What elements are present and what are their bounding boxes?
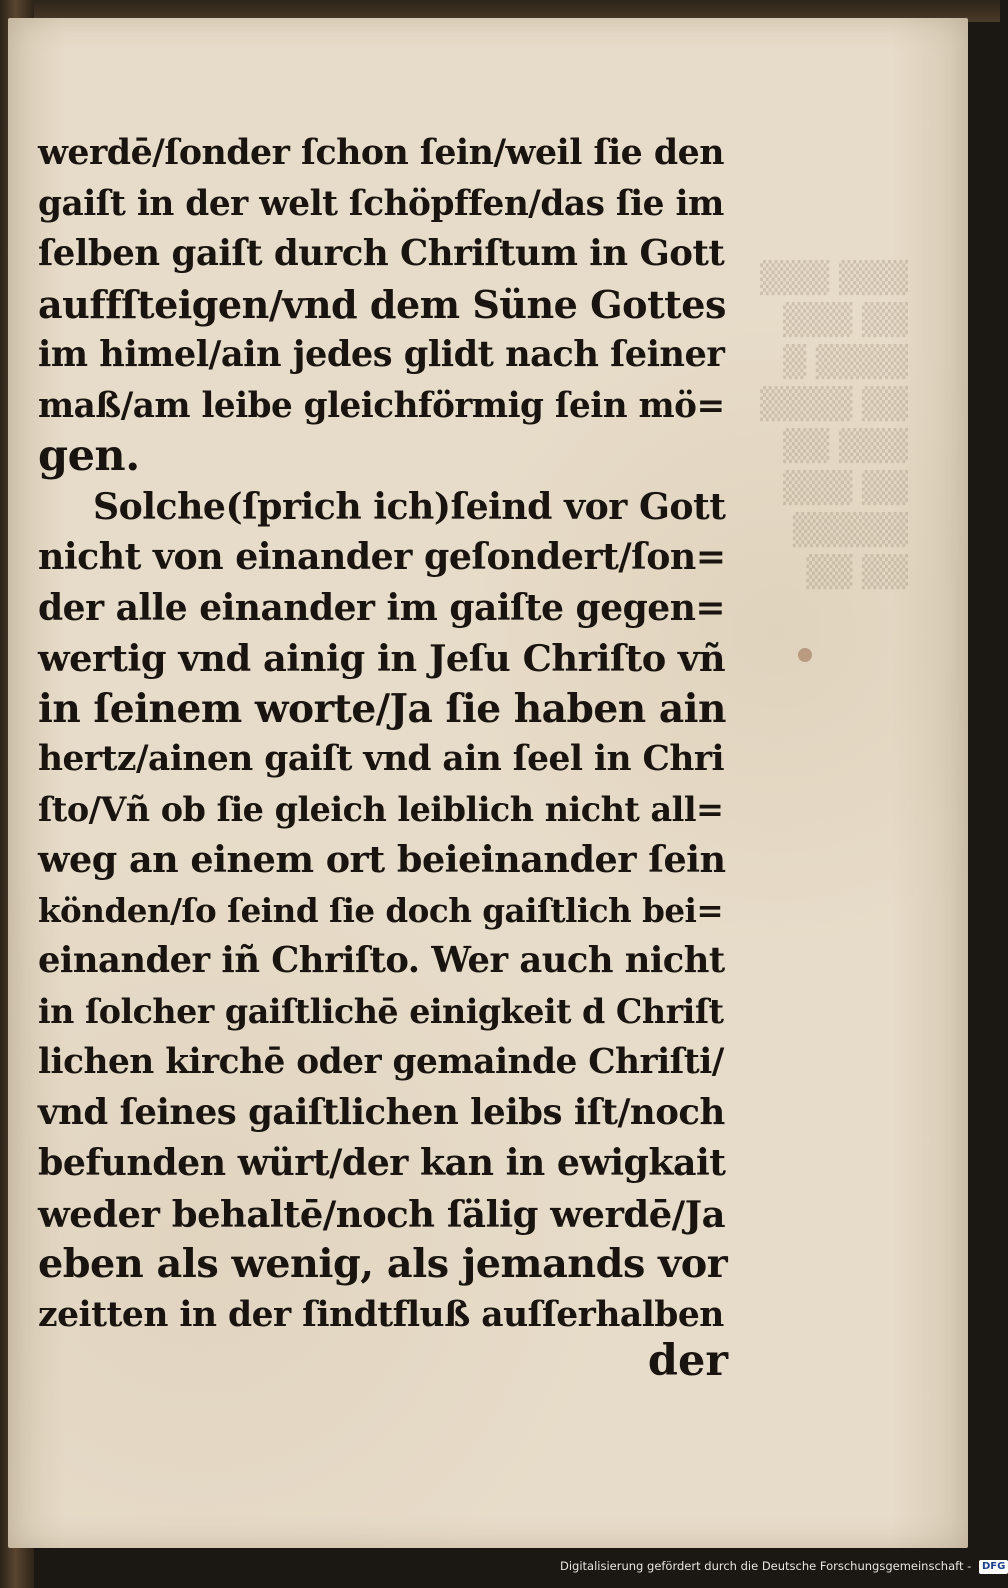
text-line: auffſteigen/vnd dem Süne Gottes xyxy=(38,281,726,327)
text-line: der alle einander im gaiſte gegen= xyxy=(38,586,726,629)
text-line: weder behaltē/noch ſälig werdē/Ja xyxy=(38,1191,726,1236)
paper-stain xyxy=(798,648,812,662)
text-line: werdē/ſonder ſchon ſein/weil ſie den xyxy=(38,132,724,173)
text-line: ſto/Vñ ob ſie gleich leiblich nicht all= xyxy=(38,789,724,829)
text-line: hertz/ainen gaiſt vnd ain ſeel in Chri xyxy=(38,739,725,779)
text-line: maß/am leibe gleichförmig ſein mö= xyxy=(38,385,725,426)
text-line: eben als wenig, als jemands vor xyxy=(38,1241,728,1287)
catchword: der xyxy=(647,1336,728,1386)
text-line: gaiſt in der welt ſchöpffen/das ſie im xyxy=(38,183,724,224)
credit-text: Digitalisierung gefördert durch die Deutsche Forschungsgemeinschaft - xyxy=(560,1559,972,1573)
dfg-logo-icon: DFG xyxy=(979,1560,1008,1574)
text-line: gen. xyxy=(38,431,140,481)
book-page xyxy=(8,18,968,1548)
text-line: zeitten in der ſindtfluß auſſerhalben xyxy=(38,1294,724,1335)
printed-text-block xyxy=(38,128,728,1340)
text-line: nicht von einander geſondert/ſon= xyxy=(38,535,726,578)
text-line: weg an einem ort beieinander ſein xyxy=(38,838,726,881)
text-line: ſelben gaiſt durch Chriſtum in Gott xyxy=(38,233,725,274)
text-line: in ſolcher gaiſtlichē einigkeit d Chriſt xyxy=(38,991,724,1031)
digitization-credit xyxy=(560,1555,1006,1577)
text-line-paragraph-start: Solche(ſprich ich)ſeind vor Gott xyxy=(93,484,726,528)
text-line: in ſeinem worte/Ja ſie haben ain xyxy=(38,685,726,732)
text-line: lichen kirchē oder gemainde Chriſti/ xyxy=(38,1042,724,1082)
bleed-through-texture: ▒▒▒ ▒▒▒ ▒▒ ▒▒▒ ▒▒▒▒ ▒ ▒▒ ▒▒▒▒ ▒▒▒ ▒▒ ▒▒ ▒▒▒ ▒▒▒▒▒ ▒▒ ▒▒ xyxy=(760,261,908,590)
text-line: könden/ſo ſeind ſie doch gaiſtlich bei= xyxy=(38,890,724,930)
text-line: befunden würt/der kan in ewigkait xyxy=(38,1141,726,1184)
text-line: im himel/ain jedes glidt nach ſeiner xyxy=(38,334,725,375)
text-line: vnd ſeines gaiſtlichen leibs iſt/noch xyxy=(38,1091,725,1133)
text-line: wertig vnd ainig in Jeſu Chriſto vñ xyxy=(38,636,726,680)
text-line: einander iñ Chriſto. Wer auch nicht xyxy=(38,940,725,981)
